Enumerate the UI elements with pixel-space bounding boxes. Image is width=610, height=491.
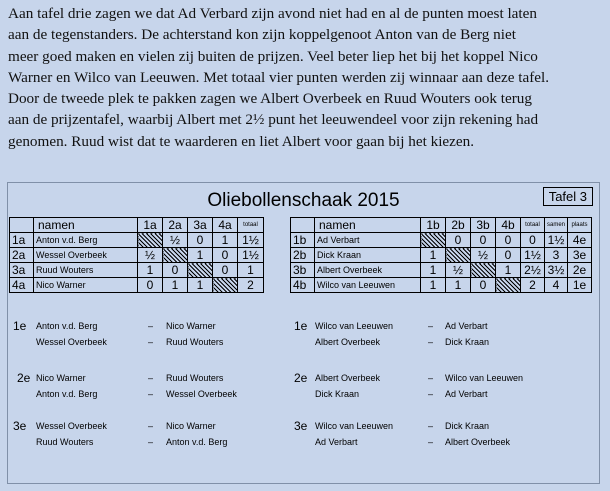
score-table-a xyxy=(9,217,264,293)
row-index: 1a xyxy=(10,233,34,248)
total-cell: 2½ xyxy=(521,263,545,278)
pairing-dash: – xyxy=(148,389,154,399)
blocked-cell xyxy=(163,248,188,263)
row-index: 2a xyxy=(10,248,34,263)
table-row xyxy=(291,248,592,263)
blocked-cell xyxy=(496,278,521,293)
round-label: 2e xyxy=(294,371,308,385)
score-table-b xyxy=(290,217,592,293)
tournament-card xyxy=(7,182,600,484)
score-cell: 1 xyxy=(163,278,188,293)
table-row xyxy=(291,263,592,278)
header-col: 3b xyxy=(471,218,496,233)
total-cell: 1½ xyxy=(521,248,545,263)
pairing-dash: – xyxy=(428,373,434,383)
score-cell: 0 xyxy=(213,248,238,263)
pairing-opponent: Ruud Wouters xyxy=(166,337,224,347)
row-index: 4a xyxy=(10,278,34,293)
pairing-player: Nico Warner xyxy=(36,373,86,383)
pairing-opponent: Anton v.d. Berg xyxy=(166,437,228,447)
row-index: 4b xyxy=(291,278,315,293)
plaats-cell: 3e xyxy=(568,248,592,263)
score-cell: ½ xyxy=(163,233,188,248)
player-name: Ruud Wouters xyxy=(34,263,138,278)
score-cell: 0 xyxy=(496,233,521,248)
score-cell: 0 xyxy=(471,233,496,248)
row-index: 2b xyxy=(291,248,315,263)
blocked-cell xyxy=(188,263,213,278)
score-cell: 1 xyxy=(446,278,471,293)
header-plaats: plaats xyxy=(568,218,592,233)
pairing-player: Anton v.d. Berg xyxy=(36,389,98,399)
samen-cell: 4 xyxy=(545,278,568,293)
pairing-dash: – xyxy=(148,337,154,347)
total-cell: 0 xyxy=(521,233,545,248)
pairing-dash: – xyxy=(428,321,434,331)
player-name: Wilco van Leeuwen xyxy=(315,278,421,293)
header-col: 3a xyxy=(188,218,213,233)
table-number-badge: Tafel 3 xyxy=(543,187,593,206)
total-cell: 1½ xyxy=(238,233,264,248)
header-col: 2a xyxy=(163,218,188,233)
total-cell: 1½ xyxy=(238,248,264,263)
pairing-opponent: Wessel Overbeek xyxy=(166,389,237,399)
row-index: 3b xyxy=(291,263,315,278)
score-cell: 1 xyxy=(421,278,446,293)
pairing-player: Albert Overbeek xyxy=(315,337,381,347)
score-cell: 1 xyxy=(188,248,213,263)
pairing-opponent: Dick Kraan xyxy=(445,421,490,431)
table-row xyxy=(10,263,264,278)
paragraph-line: Aan tafel drie zagen we dat Ad Verbard zijn avond niet had en al de punten moest laten xyxy=(8,5,537,22)
pairing-player: Ad Verbart xyxy=(315,437,358,447)
pairing-opponent: Wilco van Leeuwen xyxy=(445,373,524,383)
table-row xyxy=(291,278,592,293)
paragraph-line: genomen. Ruud wist dat te waarderen en liet Albert voor gaan bij het kiezen. xyxy=(8,132,475,150)
table-row xyxy=(291,233,592,248)
score-cell: ½ xyxy=(446,263,471,278)
pairing-opponent: Nico Warner xyxy=(166,421,216,431)
plaats-cell: 1e xyxy=(568,278,592,293)
row-index: 1b xyxy=(291,233,315,248)
header-samen: samen xyxy=(545,218,568,233)
score-cell: 0 xyxy=(446,233,471,248)
pairing-dash: – xyxy=(428,337,434,347)
pairing-dash: – xyxy=(148,321,154,331)
round-label: 2e xyxy=(17,371,31,385)
header-col: 2b xyxy=(446,218,471,233)
table-row xyxy=(10,233,264,248)
player-name: Nico Warner xyxy=(34,278,138,293)
pairing-opponent: Ad Verbart xyxy=(445,389,488,399)
pairing-dash: – xyxy=(148,437,154,447)
score-cell: 0 xyxy=(471,278,496,293)
score-cell: 1 xyxy=(138,263,163,278)
header-col: 1b xyxy=(421,218,446,233)
pairing-player: Wilco van Leeuwen xyxy=(315,321,394,331)
header-col: 1a xyxy=(138,218,163,233)
paragraph-line: Warner en Wilco van Leeuwen. Met totaal vier punten werden zij winnaar aan deze tafel. xyxy=(8,68,550,86)
score-cell: 0 xyxy=(496,248,521,263)
pairing-player: Wilco van Leeuwen xyxy=(315,421,394,431)
table-header-row xyxy=(291,218,592,233)
header-total: totaal xyxy=(238,218,264,233)
pairing-dash: – xyxy=(428,421,434,431)
blocked-cell xyxy=(213,278,238,293)
samen-cell: 3½ xyxy=(545,263,568,278)
player-name: Dick Kraan xyxy=(315,248,421,263)
plaats-cell: 2e xyxy=(568,263,592,278)
pairing-opponent: Dick Kraan xyxy=(445,337,490,347)
tournament-title: Oliebollenschaak 2015 xyxy=(207,190,400,211)
score-cell: 1 xyxy=(213,233,238,248)
player-name: Albert Overbeek xyxy=(315,263,421,278)
player-name: Ad Verbart xyxy=(315,233,421,248)
blocked-cell xyxy=(471,263,496,278)
samen-cell: 1½ xyxy=(545,233,568,248)
table-row xyxy=(10,278,264,293)
header-names: namen xyxy=(34,218,138,233)
table-row xyxy=(10,248,264,263)
paragraph-line: aan de tegenstanders. De achterstand kon zijn koppelgenoot Anton van de Berg niet xyxy=(8,26,516,44)
score-cell: 0 xyxy=(138,278,163,293)
score-cell: 0 xyxy=(188,233,213,248)
paragraph-line: Door de tweede plek te pakken zagen we Albert Overbeek en Ruud Wouters ook terug xyxy=(8,90,532,108)
header-col: 4a xyxy=(213,218,238,233)
score-cell: ½ xyxy=(471,248,496,263)
plaats-cell: 4e xyxy=(568,233,592,248)
pairing-player: Dick Kraan xyxy=(315,389,360,399)
total-cell: 2 xyxy=(521,278,545,293)
header-total: totaal xyxy=(521,218,545,233)
samen-cell: 3 xyxy=(545,248,568,263)
pairing-player: Albert Overbeek xyxy=(315,373,381,383)
pairing-dash: – xyxy=(148,421,154,431)
pairing-player: Wessel Overbeek xyxy=(36,421,107,431)
score-cell: 1 xyxy=(421,263,446,278)
paragraph-line: meer goed maken en vielen zij buiten de prijzen. Veel beter liep het bij het koppel Nico xyxy=(8,47,538,65)
round-label: 1e xyxy=(13,319,27,333)
pairing-dash: – xyxy=(428,437,434,447)
score-cell: 1 xyxy=(496,263,521,278)
total-cell: 1 xyxy=(238,263,264,278)
blocked-cell xyxy=(138,233,163,248)
score-cell: 0 xyxy=(213,263,238,278)
round-label: 3e xyxy=(294,419,308,433)
blocked-cell xyxy=(421,233,446,248)
score-cell: 1 xyxy=(421,248,446,263)
score-cell: ½ xyxy=(138,248,163,263)
pairing-player: Wessel Overbeek xyxy=(36,337,107,347)
pairing-opponent: Albert Overbeek xyxy=(445,437,511,447)
round-label: 3e xyxy=(13,419,27,433)
score-cell: 0 xyxy=(163,263,188,278)
pairing-player: Ruud Wouters xyxy=(36,437,94,447)
pairing-opponent: Ruud Wouters xyxy=(166,373,224,383)
player-name: Anton v.d. Berg xyxy=(34,233,138,248)
pairing-dash: – xyxy=(428,389,434,399)
article-paragraph xyxy=(8,3,606,152)
pairing-opponent: Nico Warner xyxy=(166,321,216,331)
pairing-player: Anton v.d. Berg xyxy=(36,321,98,331)
table-header-row xyxy=(10,218,264,233)
header-names: namen xyxy=(315,218,421,233)
pairing-dash: – xyxy=(148,373,154,383)
player-name: Wessel Overbeek xyxy=(34,248,138,263)
total-cell: 2 xyxy=(238,278,264,293)
paragraph-line: aan de prijzentafel, waarbij Albert met 2½ punt het leeuwendeel voor zijn rekening had xyxy=(8,111,539,129)
pairing-opponent: Ad Verbart xyxy=(445,321,488,331)
row-index: 3a xyxy=(10,263,34,278)
blocked-cell xyxy=(446,248,471,263)
round-label: 1e xyxy=(294,319,308,333)
header-col: 4b xyxy=(496,218,521,233)
score-cell: 1 xyxy=(188,278,213,293)
